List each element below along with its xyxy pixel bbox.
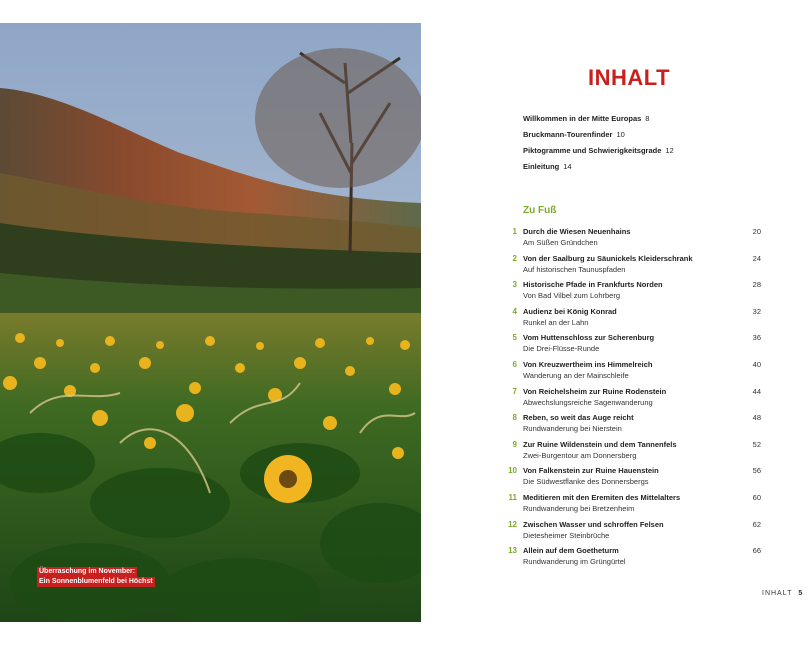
page-title: INHALT bbox=[588, 65, 671, 90]
tour-subtitle: Von Bad Vilbel zum Lohrberg bbox=[523, 291, 621, 301]
tour-subtitle: Runkel an der Lahn bbox=[523, 317, 589, 327]
tour-number: 3 bbox=[512, 280, 517, 290]
tour-entry[interactable] bbox=[497, 516, 763, 543]
toc-entry-page: 12 bbox=[665, 146, 674, 155]
toc-entry-title: Bruckmann-Tourenfinder bbox=[523, 130, 613, 139]
tour-number: 13 bbox=[508, 546, 517, 556]
tour-title: Durch die Wiesen Neuenhains bbox=[523, 227, 631, 236]
page-footer bbox=[762, 590, 802, 597]
toc-entry-page: 10 bbox=[616, 130, 625, 139]
tour-subtitle: Rundwanderung im Grüngürtel bbox=[523, 557, 626, 567]
tour-number: 6 bbox=[512, 359, 517, 369]
tour-entry[interactable] bbox=[497, 329, 763, 356]
tour-entry[interactable] bbox=[497, 223, 763, 250]
tour-subtitle: Zwei-Burgentour am Donnersberg bbox=[523, 450, 637, 460]
front-matter-list bbox=[523, 114, 763, 178]
tour-subtitle: Wanderung an der Mainschleife bbox=[523, 370, 629, 380]
tour-number: 1 bbox=[512, 227, 517, 236]
tour-title: Zur Ruine Wildenstein und dem Tannenfels bbox=[523, 439, 677, 449]
tour-title: Meditieren mit den Eremiten des Mittelalters bbox=[523, 492, 681, 502]
tour-subtitle: Die Drei-Flüsse-Runde bbox=[523, 344, 600, 354]
tour-entry[interactable] bbox=[497, 276, 763, 303]
toc-entry-page: 14 bbox=[563, 162, 572, 171]
toc-entry-title: Willkommen in der Mitte Europas bbox=[523, 114, 642, 123]
tour-title: Audienz bei König Konrad bbox=[523, 306, 617, 316]
tour-page: 56 bbox=[752, 466, 761, 476]
tour-page: 48 bbox=[752, 413, 761, 423]
tour-page: 20 bbox=[752, 227, 761, 236]
tour-entry[interactable] bbox=[497, 542, 763, 569]
tour-subtitle: Am Süßen Gründchen bbox=[523, 238, 598, 247]
tour-title: Historische Pfade in Frankfurts Norden bbox=[523, 280, 663, 290]
tour-entry[interactable] bbox=[497, 462, 763, 489]
tour-page: 52 bbox=[752, 439, 761, 449]
tour-page: 36 bbox=[752, 333, 761, 343]
tour-subtitle: Auf historischen Taunuspfaden bbox=[523, 264, 626, 274]
toc-entry-title: Einleitung bbox=[523, 162, 560, 171]
section-heading: Zu Fuß bbox=[523, 205, 557, 216]
toc-entry[interactable] bbox=[523, 130, 763, 146]
photo-caption-line: Ein Sonnenblumenfeld bei Höchst bbox=[39, 578, 153, 585]
photo-caption bbox=[37, 567, 155, 587]
tour-page: 60 bbox=[752, 492, 761, 502]
tour-number: 8 bbox=[512, 413, 517, 423]
tour-title: Von der Saalburg zu Säunickels Kleiderschrank bbox=[523, 253, 693, 263]
tour-title: Reben, so weit das Auge reicht bbox=[523, 413, 634, 423]
toc-entry[interactable] bbox=[523, 114, 763, 130]
tour-subtitle: Dietesheimer Steinbrüche bbox=[523, 530, 610, 540]
tour-entry[interactable] bbox=[497, 436, 763, 463]
tour-subtitle: Abwechslungsreiche Sagenwanderung bbox=[523, 397, 653, 407]
tour-number: 11 bbox=[508, 492, 517, 502]
tour-page: 28 bbox=[752, 280, 761, 290]
tour-list bbox=[497, 223, 763, 569]
tour-title: Von Kreuzwertheim ins Himmelreich bbox=[523, 359, 653, 369]
tour-title: Zwischen Wasser und schroffen Felsen bbox=[523, 519, 664, 529]
tour-entry[interactable] bbox=[497, 356, 763, 383]
page-number: 5 bbox=[798, 590, 803, 597]
toc-entry-page: 8 bbox=[645, 114, 650, 123]
tour-number: 7 bbox=[512, 386, 517, 396]
tour-entry[interactable] bbox=[497, 409, 763, 436]
tour-title: Vom Huttenschloss zur Scherenburg bbox=[523, 333, 655, 343]
tour-page: 32 bbox=[752, 306, 761, 316]
tour-page: 40 bbox=[752, 359, 761, 369]
tour-number: 9 bbox=[512, 439, 517, 449]
sunflower-field-photo bbox=[0, 23, 421, 622]
tour-page: 66 bbox=[752, 546, 761, 556]
tour-title: Von Reichelsheim zur Ruine Rodenstein bbox=[523, 386, 667, 396]
tour-subtitle: Rundwanderung bei Bretzenheim bbox=[523, 503, 635, 513]
toc-entry-title: Piktogramme und Schwierigkeitsgrade bbox=[523, 146, 662, 155]
tour-number: 4 bbox=[512, 306, 517, 316]
tour-entry[interactable] bbox=[497, 250, 763, 277]
tour-page: 62 bbox=[752, 519, 761, 529]
toc-entry[interactable] bbox=[523, 162, 763, 178]
tour-title: Allein auf dem Goetheturm bbox=[523, 546, 619, 556]
tour-entry[interactable] bbox=[497, 489, 763, 516]
tour-title: Von Falkenstein zur Ruine Hauenstein bbox=[523, 466, 659, 476]
photo-caption-line: Überraschung im November: bbox=[39, 568, 136, 575]
tour-number: 10 bbox=[508, 466, 517, 476]
tour-entry[interactable] bbox=[497, 303, 763, 330]
tour-entry[interactable] bbox=[497, 383, 763, 410]
tour-page: 44 bbox=[752, 386, 761, 396]
toc-entry[interactable] bbox=[523, 146, 763, 162]
tour-number: 5 bbox=[512, 333, 517, 343]
tour-subtitle: Die Südwestflanke des Donnersbergs bbox=[523, 477, 649, 487]
tour-number: 2 bbox=[512, 253, 517, 263]
tour-number: 12 bbox=[508, 519, 517, 529]
footer-label: INHALT bbox=[762, 590, 793, 597]
tour-page: 24 bbox=[752, 253, 761, 263]
tour-subtitle: Rundwanderung bei Nierstein bbox=[523, 424, 622, 434]
